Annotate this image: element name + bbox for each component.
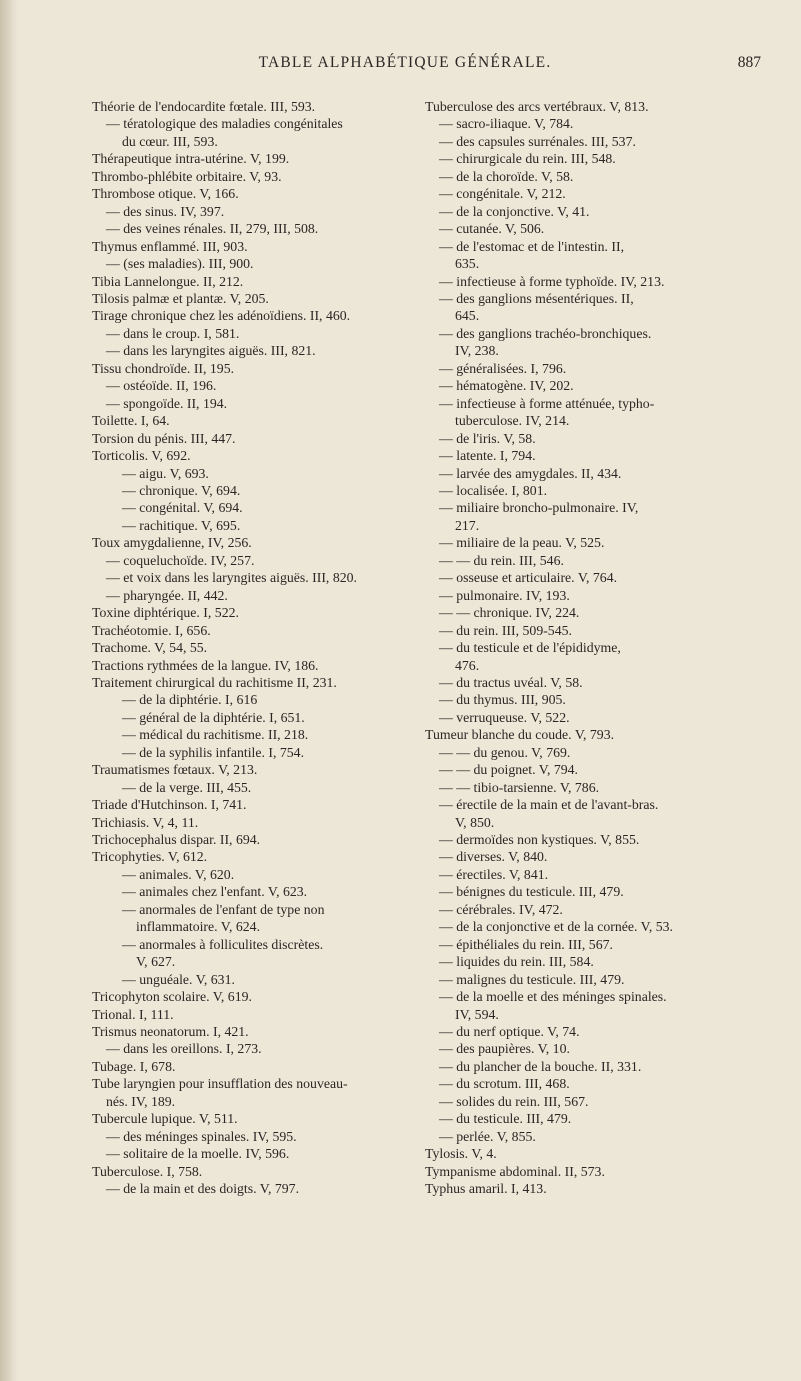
index-entry [425,866,777,883]
index-entry [92,499,410,516]
index-entry [425,360,777,377]
index-entry-continuation: nés. IV, 189. [106,1093,176,1109]
index-entry [425,639,777,674]
index-entry [92,726,410,743]
index-entry [425,238,777,273]
index-entry-continuation: inflammatoire. V, 624. [136,919,261,935]
index-entry-line: — infectieuse à forme atténuée, typho- [439,395,655,411]
index-entry [92,988,410,1005]
index-entry [425,133,777,150]
page-binding-shadow [0,0,18,1381]
index-entry-line: — de la verge. III, 455. [122,779,252,795]
index-entry [92,883,410,900]
index-entry [92,325,410,342]
index-entry-line: — diverses. V, 840. [439,849,548,865]
index-entry [92,185,410,202]
index-entry-line: — bénignes du testicule. III, 479. [439,884,624,900]
index-entry [92,482,410,499]
index-entry-line: — érectiles. V, 841. [439,866,549,882]
index-entry-line: — des ganglions mésentériques. II, [439,290,634,306]
index-entry [92,674,410,691]
index-entry [425,604,777,621]
index-entry-line: — perlée. V, 855. [439,1128,536,1144]
index-entry [425,779,777,796]
index-entry [425,744,777,761]
index-entry [425,203,777,220]
index-entry [425,1163,777,1180]
index-entry-line: Tilosis palmæ et plantæ. V, 205. [92,290,269,306]
index-entry [425,447,777,464]
index-entry [92,866,410,883]
index-entry-line: — anormales à folliculites discrètes. [122,936,324,952]
index-entry [425,482,777,499]
index-entry [92,831,410,848]
index-entry-line: Tibia Lannelongue. II, 212. [92,273,244,289]
index-entry-line: Traumatismes fœtaux. V, 213. [92,762,258,778]
index-entry-line: — de la choroïde. V, 58. [439,168,574,184]
index-entry-line: — du tractus uvéal. V, 58. [439,674,583,690]
index-entry-line: — hématogène. IV, 202. [439,378,574,394]
index-entry-line: Tricophyton scolaire. V, 619. [92,989,252,1005]
index-entry-line: — dans le croup. I, 581. [106,325,240,341]
index-entry-line: Tympanisme abdominal. II, 573. [425,1163,605,1179]
index-entry-line: — de la syphilis infantile. I, 754. [122,744,305,760]
index-entry [425,1040,777,1057]
index-entry [92,744,410,761]
index-entry-line: — de l'estomac et de l'intestin. II, [439,238,625,254]
index-entry [92,150,410,167]
index-entry-line: Typhus amaril. I, 413. [425,1181,547,1197]
index-entry [425,587,777,604]
index-entry-line: — — du rein. III, 546. [439,552,564,568]
index-entry [92,1180,410,1197]
index-entry [92,168,410,185]
index-entry-line: — unguéale. V, 631. [122,971,235,987]
index-entry-line: — liquides du rein. III, 584. [439,954,594,970]
index-entry-continuation: IV, 594. [455,1006,499,1022]
index-entry [92,901,410,936]
index-entry-line: — du scrotum. III, 468. [439,1076,570,1092]
index-entry-line: — des veines rénales. II, 279, III, 508. [106,221,319,237]
index-entry-continuation: 645. [455,308,480,324]
index-entry [92,534,410,551]
index-entry [425,185,777,202]
index-entry-continuation: V, 627. [136,954,176,970]
index-entry-line: — chronique. V, 694. [122,482,241,498]
index-entry [92,691,410,708]
index-entry-line: Traitement chirurgical du rachitisme II, 231. [92,674,337,690]
index-entry [92,796,410,813]
index-entry-line: — érectile de la main et de l'avant-bras. [439,797,659,813]
index-entry-line: Trichocephalus dispar. II, 694. [92,832,261,848]
index-entry-line: — dermoïdes non kystiques. V, 855. [439,832,640,848]
index-entry [425,883,777,900]
index-entry-line: — larvée des amygdales. II, 434. [439,465,622,481]
index-entry [425,1180,777,1197]
index-entry [425,1093,777,1110]
index-entry-line: — osseuse et articulaire. V, 764. [439,570,618,586]
index-entry-line: Thérapeutique intra-utérine. V, 199. [92,151,290,167]
index-entry [92,238,410,255]
index-entry [92,1075,410,1110]
index-entry-line: — des capsules surrénales. III, 537. [439,133,636,149]
index-entry [425,761,777,778]
index-entry-line: Tuberculose. I, 758. [92,1163,203,1179]
index-entry-line: — latente. I, 794. [439,448,536,464]
index-entry [92,971,410,988]
index-entry [92,255,410,272]
index-entry-line: — localisée. I, 801. [439,482,548,498]
index-entry-line: — de la diphtérie. I, 616 [122,692,258,708]
index-entry [425,430,777,447]
index-entry [92,203,410,220]
index-entry-line: — spongoïde. II, 194. [106,395,228,411]
index-entry-continuation: 476. [455,657,480,673]
index-entry-line: Tirage chronique chez les adénoïdiens. II, 460. [92,308,351,324]
index-entry [92,1163,410,1180]
index-entry-line: — des sinus. IV, 397. [106,203,225,219]
index-entry-line: Théorie de l'endocardite fœtale. III, 593. [92,99,316,114]
index-entry [425,988,777,1023]
index-entry [425,98,777,115]
index-entry-line: — verruqueuse. V, 522. [439,709,570,725]
index-entry-line: — anormales de l'enfant de type non [122,901,325,917]
index-entry-line: — solitaire de la moelle. IV, 596. [106,1146,290,1162]
index-entry-line: Tubage. I, 678. [92,1058,176,1074]
index-entry-line: — des paupières. V, 10. [439,1041,570,1057]
index-entry [425,971,777,988]
index-entry-line: — animales chez l'enfant. V, 623. [122,884,308,900]
index-entry-line: — du nerf optique. V, 74. [439,1024,580,1040]
index-entry-line: — tératologique des maladies congénitales [106,116,343,132]
index-entry [92,98,410,115]
page-number: 887 [737,54,761,71]
index-entry-line: — sacro-iliaque. V, 784. [439,116,574,132]
index-entry [425,831,777,848]
running-title: TABLE ALPHABÉTIQUE GÉNÉRALE. [258,54,552,71]
index-entry [92,290,410,307]
index-entry [425,290,777,325]
index-entry [425,220,777,237]
index-entry [425,465,777,482]
index-entry-line: — (ses maladies). III, 900. [106,256,254,272]
index-entry-line: — et voix dans les laryngites aiguës. III, 820. [106,570,357,586]
index-entry-line: Torticolis. V, 692. [92,448,191,464]
index-entry [92,342,410,359]
index-entry-line: — du testicule et de l'épididyme, [439,640,621,656]
index-entry [425,1145,777,1162]
index-entry [92,1058,410,1075]
index-entry [425,552,777,569]
index-entry-line: — de la conjonctive et de la cornée. V, 53. [439,919,673,935]
index-entry-line: — dans les oreillons. I, 273. [106,1041,262,1057]
index-entry-line: — ostéoïde. II, 196. [106,378,217,394]
index-entry-line: — chirurgicale du rein. III, 548. [439,151,616,167]
index-entry [92,604,410,621]
index-entry-line: — miliaire broncho-pulmonaire. IV, [439,500,639,516]
index-entry [425,395,777,430]
index-entry-line: — de la main et des doigts. V, 797. [106,1181,300,1197]
index-entry [425,1128,777,1145]
index-entry [425,377,777,394]
index-entry-line: Tractions rythmées de la langue. IV, 186. [92,657,319,673]
index-entry [92,761,410,778]
index-entry-line: — du plancher de la bouche. II, 331. [439,1058,642,1074]
index-entry [92,569,410,586]
index-entry [92,412,410,429]
index-entry [92,848,410,865]
index-entry-line: — congénital. V, 694. [122,500,243,516]
index-entry [92,430,410,447]
index-entry-line: — rachitique. V, 695. [122,517,241,533]
index-entry-line: — de l'iris. V, 58. [439,430,536,446]
index-entry [92,639,410,656]
index-entry [92,360,410,377]
index-entry [425,115,777,132]
index-entry-line: — médical du rachitisme. II, 218. [122,727,309,743]
index-column-left [92,98,410,1198]
index-entry-continuation: tuberculose. IV, 214. [455,413,570,429]
index-column-right [425,98,777,1198]
index-entry [92,517,410,534]
index-entry-line: — cérébrales. IV, 472. [439,901,563,917]
index-entry-line: Toilette. I, 64. [92,413,170,429]
index-entry [425,1058,777,1075]
index-entry-line: Thymus enflammé. III, 903. [92,238,248,254]
index-entry-line: Trismus neonatorum. I, 421. [92,1024,249,1040]
index-entry-line: — dans les laryngites aiguës. III, 821. [106,343,316,359]
index-entry-line: — animales. V, 620. [122,866,235,882]
index-entry-line: Torsion du pénis. III, 447. [92,430,236,446]
index-entry-continuation: du cœur. III, 593. [122,133,218,149]
index-entry [425,918,777,935]
index-entry-line: Trional. I, 111. [92,1006,174,1022]
index-entry [92,465,410,482]
index-entry [92,1145,410,1162]
index-entry [425,848,777,865]
index-entry [92,814,410,831]
index-entry [92,273,410,290]
index-entry-line: — congénitale. V, 212. [439,186,566,202]
index-entry [425,325,777,360]
index-entry-line: — du rein. III, 509-545. [439,622,572,638]
index-entry-line: — aigu. V, 693. [122,465,209,481]
index-entry [425,726,777,743]
index-entry [425,796,777,831]
index-entry [425,674,777,691]
index-entry [425,534,777,551]
page-header [0,54,801,76]
index-entry-line: — généralisées. I, 796. [439,360,567,376]
index-entry-line: — miliaire de la peau. V, 525. [439,535,605,551]
index-entry-line: — de la conjonctive. V, 41. [439,203,590,219]
index-entry-line: — infectieuse à forme typhoïde. IV, 213. [439,273,665,289]
index-entry-line: — cutanée. V, 506. [439,221,545,237]
index-entry-line: — malignes du testicule. III, 479. [439,971,625,987]
index-entry [92,1110,410,1127]
index-entry [425,168,777,185]
index-entry [425,901,777,918]
index-entry-continuation: 635. [455,256,480,272]
index-entry-continuation: V, 850. [455,814,495,830]
index-entry-line: Triade d'Hutchinson. I, 741. [92,797,247,813]
index-entry [425,936,777,953]
index-entry-line: Tylosis. V, 4. [425,1146,497,1162]
index-entry-line: — de la moelle et des méninges spinales. [439,989,667,1005]
index-entry-line: — pulmonaire. IV, 193. [439,587,570,603]
index-entry-line: — coqueluchoïde. IV, 257. [106,552,255,568]
index-entry [92,552,410,569]
index-entry [92,220,410,237]
index-entry [425,499,777,534]
index-entry [92,377,410,394]
index-entry-continuation: IV, 238. [455,343,499,359]
index-entry [92,779,410,796]
index-entry [92,115,410,150]
index-entry [425,709,777,726]
index-entry [425,1023,777,1040]
index-entry-line: Thrombose otique. V, 166. [92,186,239,202]
index-entry-line: — — chronique. IV, 224. [439,605,580,621]
index-entry-line: — général de la diphtérie. I, 651. [122,709,305,725]
index-entry-line: — — du genou. V, 769. [439,744,571,760]
index-entry [92,1023,410,1040]
index-entry [92,657,410,674]
index-entry-line: Toxine diphtérique. I, 522. [92,605,239,621]
index-entry-line: Tuberculose des arcs vertébraux. V, 813. [425,99,649,114]
index-entry-line: Trichiasis. V, 4, 11. [92,814,199,830]
index-entry [425,953,777,970]
index-entry-line: Trachéotomie. I, 656. [92,622,211,638]
index-entry [92,1128,410,1145]
index-entry [425,273,777,290]
index-entry [425,622,777,639]
index-entry-line: — pharyngée. II, 442. [106,587,228,603]
index-entry [425,1075,777,1092]
index-entry [425,1110,777,1127]
index-entry [425,150,777,167]
index-entry-continuation: 217. [455,517,480,533]
index-entry [92,936,410,971]
index-entry-line: — des ganglions trachéo-bronchiques. [439,325,652,341]
index-entry-line: — du thymus. III, 905. [439,692,566,708]
index-entry-line: Toux amygdalienne, IV, 256. [92,535,252,551]
index-entry [92,447,410,464]
index-entry [92,709,410,726]
index-entry [92,395,410,412]
index-entry [92,1040,410,1057]
index-entry-line: Tube laryngien pour insufflation des nouveau- [92,1076,348,1092]
index-entry-line: — épithéliales du rein. III, 567. [439,936,613,952]
index-entry [425,691,777,708]
index-entry-line: — des méninges spinales. IV, 595. [106,1128,297,1144]
index-entry-line: Tubercule lupique. V, 511. [92,1111,238,1127]
index-entry [92,587,410,604]
index-entry [92,622,410,639]
index-entry [92,1006,410,1023]
index-entry-line: — solides du rein. III, 567. [439,1093,589,1109]
index-entry-line: — — du poignet. V, 794. [439,762,578,778]
index-entry-line: Trachome. V, 54, 55. [92,640,208,656]
index-entry [425,569,777,586]
index-entry-line: Thrombo-phlébite orbitaire. V, 93. [92,168,282,184]
index-entry-line: Tumeur blanche du coude. V, 793. [425,727,615,743]
index-entry-line: Tricophyties. V, 612. [92,849,208,865]
index-entry-line: — du testicule. III, 479. [439,1111,572,1127]
index-entry-line: — — tibio-tarsienne. V, 786. [439,779,600,795]
index-entry-line: Tissu chondroïde. II, 195. [92,360,235,376]
index-entry [92,307,410,324]
